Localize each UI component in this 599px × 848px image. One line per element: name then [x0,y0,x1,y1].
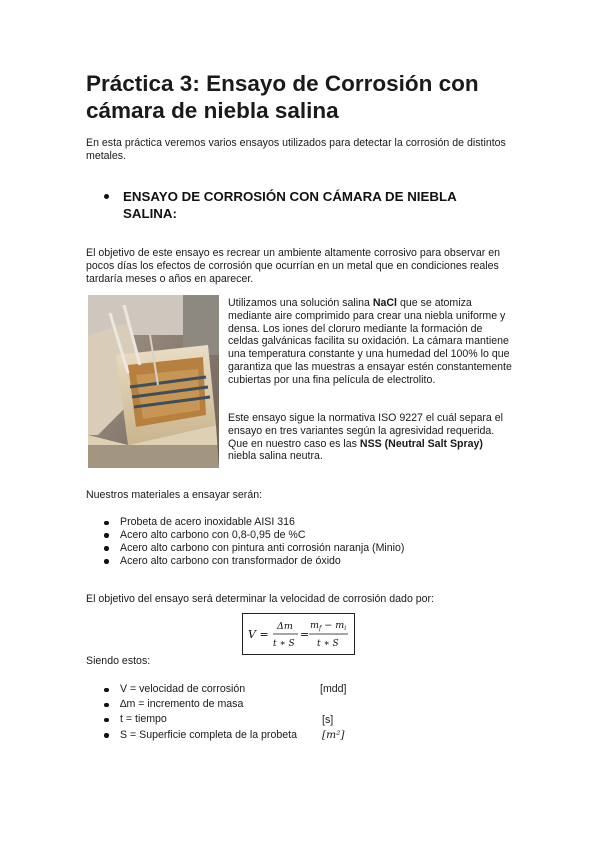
bullet-icon [104,703,109,708]
list-item [104,542,404,555]
list-item [104,698,297,713]
list-item [104,728,345,744]
section-heading: ENSAYO DE CORROSIÓN CON CÁMARA DE NIEBLA SALINA: [123,189,457,221]
variable-unit: [s] [322,714,334,727]
bullet-icon [104,718,109,723]
variable-unit: [mdd] [320,683,347,695]
bullet-icon [104,546,109,551]
formula-subscript-f: f [319,625,322,632]
formula-frac2-denominator: t ∗ S [317,639,339,649]
bold-text-run: NSS (Neutral Salt Spray) [359,437,483,450]
formula-minus-term: − m [321,620,345,631]
list-item-text: Acero alto carbono con 0,8-0,95 de %C [120,528,306,541]
bold-text-run: NaCl [372,297,397,309]
bullet-icon [104,733,109,738]
list-item [104,713,334,728]
variable-text: ∆m = incremento de masa [120,698,244,711]
text-run: Este ensayo sigue la normativa ISO 9227 el cuál separa el ensayo en tres variantes según la agresividad requerida. Que en nuestro caso es las [228,412,504,450]
list-item [104,529,404,542]
siendo-label: Siendo estos: [86,655,151,667]
objective-paragraph: El objetivo de este ensayo es recrear un ambiente altamente corrosivo para observar en pocos días los efectos de corrosión que ocurrían en un metal que en condiciones reales tardaría meses o años en aparecer. [86,247,500,285]
variable-text: t = tiempo [120,713,167,726]
bullet-icon [104,688,109,693]
variable-text: S = Superficie completa de la probeta [120,728,297,741]
list-item [104,683,347,698]
formula-equals: = [300,628,310,641]
salt-spray-chamber-photo [88,295,219,468]
list-item [104,555,404,568]
standard-description-paragraph [228,412,512,463]
formula-box [242,613,355,655]
formula-frac1-denominator: t ∗ S [273,639,295,649]
list-item [104,516,404,529]
text-run: niebla salina neutra. [228,450,323,463]
materials-intro: Nuestros materiales a ensayar serán: [86,489,263,501]
formula-frac1-numerator: Δm [277,621,293,632]
formula-term-m: m [310,620,320,631]
bullet-icon [104,559,109,564]
formula-lhs: V = [248,628,269,641]
variable-unit: [m²] [322,728,345,741]
text-run: que se atomiza mediante aire comprimido para crear una niebla uniforme y densa. Los iones del cloruro mediante la formación de celdas galvánicas facilita su oxidación. La cámara mantiene una temperatura constante y una humedad del 100% lo que garantiza que las muestras a ensayar estén constantemente cubiertas por una fina película de electrolito. [228,297,512,386]
chamber-description-paragraph [228,297,512,387]
velocity-intro: El objetivo del ensayo será determinar la velocidad de corrosión dado por: [86,593,435,605]
formula-frac2-numerator [310,620,346,632]
bullet-icon [104,194,109,199]
variable-text: V = velocidad de corrosión [120,683,246,695]
text-run: Utilizamos una solución salina [228,297,373,309]
materials-list [104,516,404,568]
list-item-text: Probeta de acero inoxidable AISI 316 [120,516,295,528]
bullet-icon [104,521,109,526]
bullet-icon [104,533,109,538]
page-title: Práctica 3: Ensayo de Corrosión con cámara de niebla salina [86,71,479,123]
list-item-text: Acero alto carbono con pintura anti corrosión naranja (Minio) [120,541,405,554]
variables-list [104,683,347,744]
formula-subscript-i: i [344,625,347,632]
list-item-text: Acero alto carbono con transformador de óxido [120,554,341,567]
intro-paragraph: En esta práctica veremos varios ensayos utilizados para detectar la corrosión de distintos metales. [86,137,506,162]
